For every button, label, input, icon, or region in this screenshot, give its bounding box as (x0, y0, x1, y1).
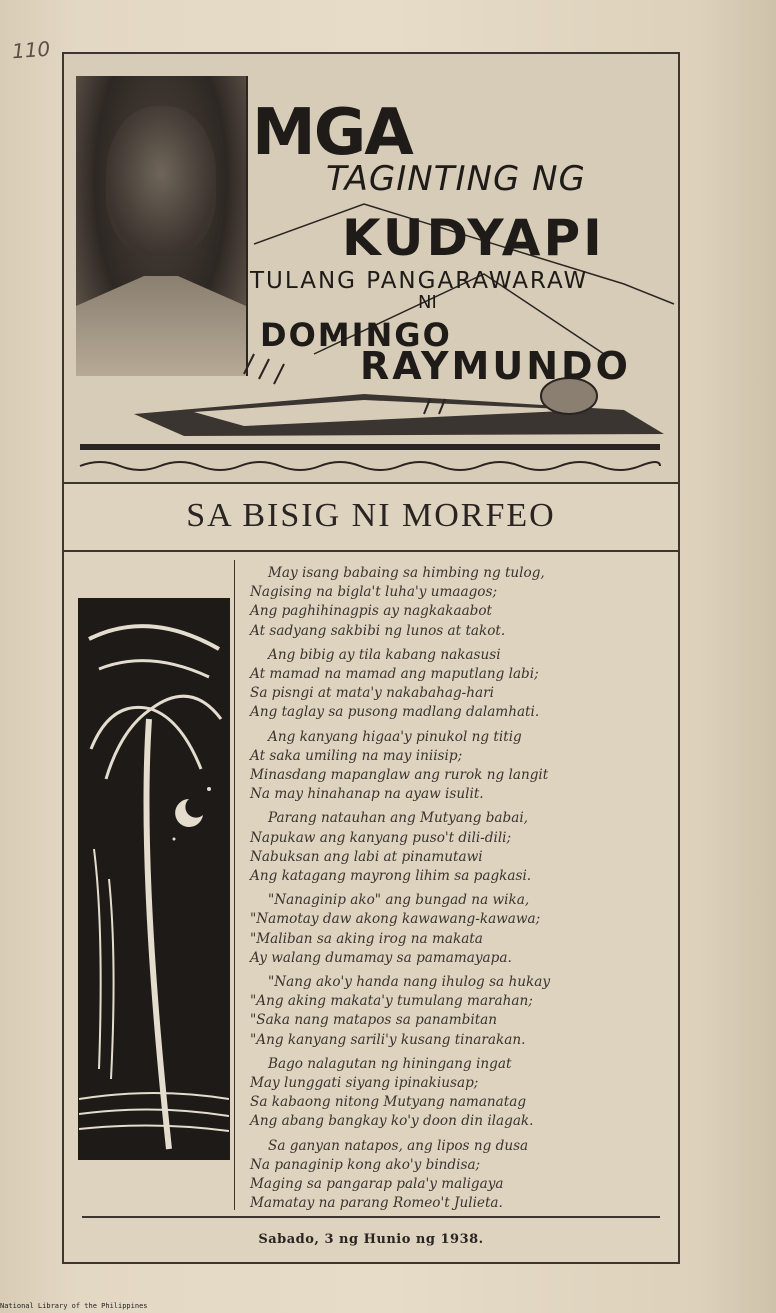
poem-line: Na may hinahanap na ayaw isulit. (250, 786, 484, 803)
stanza (250, 809, 670, 886)
heading-kudyapi: KUDYAPI (342, 209, 605, 267)
poem-line: Sa kabaong nitong Mutyang namanatag (250, 1094, 527, 1111)
poem-line: Minasdang mapanglaw ang rurok ng langit (250, 767, 549, 784)
poem-line: At sadyang sakbibi ng lunos at takot. (250, 622, 506, 639)
heading-mga: MGA (252, 96, 412, 170)
poem-line: "Ang aking makata'y tumulang marahan; (250, 993, 533, 1010)
poem-title: SA BISIG NI MORFEO (64, 482, 678, 552)
stanza (250, 728, 670, 805)
poem-line: Ang taglay sa pusong madlang dalamhati. (250, 704, 540, 721)
poem-line: Sa pisngi at mata'y nakabahag-hari (250, 685, 494, 702)
poem-line: "Ang kanyang sarili'y kusang tinarakan. (250, 1031, 526, 1048)
poem-line: Ang bibig ay tila kabang nakasusi (268, 646, 501, 663)
masthead (64, 54, 678, 484)
poem-line: "Nang ako'y handa nang ihulog sa hukay (268, 974, 551, 991)
stanza (250, 973, 670, 1050)
stanza (250, 564, 670, 641)
poem-line: At saka umiling na may iniisip; (250, 747, 463, 764)
palm-tree-illustration (78, 598, 230, 1160)
heading-tulang: TULANG PANGARAWARAW (250, 268, 589, 294)
poem-line: Ang paghihinagpis ay nagkakaabot (250, 603, 493, 620)
author-last-name: RAYMUNDO (360, 344, 631, 388)
poem-line: Na panaginip kong ako'y bindisa; (250, 1156, 481, 1173)
poem-section (64, 550, 678, 1216)
stanza (250, 891, 670, 968)
poem-line: Mamatay na parang Romeo't Julieta. (250, 1195, 503, 1212)
heading-ni: NI (418, 292, 437, 313)
poem-line: "Maliban sa aking irog na makata (250, 930, 483, 947)
poem-line: "Nanaginip ako" ang bungad na wika, (268, 892, 530, 909)
poem-line: Parang natauhan ang Mutyang babai, (268, 810, 529, 827)
poem-line: Nabuksan ang labi at pinamutawi (250, 848, 483, 865)
poem-line: Ang kanyang higaa'y pinukol ng titig (268, 728, 522, 745)
poem-line: Ay walang dumamay sa pamamayapa. (250, 949, 512, 966)
library-credit: National Library of the Philippines (0, 1302, 148, 1310)
poem-text (250, 564, 670, 1219)
publication-date: Sabado, 3 ng Hunio ng 1938. (82, 1216, 660, 1260)
poem-line: Ang katagang mayrong lihim sa pagkasi. (250, 868, 532, 885)
poem-line: "Namotay daw akong kawawang-kawawa; (250, 911, 541, 928)
column-divider (234, 560, 235, 1210)
poem-line: Bago nalagutan ng hiningang ingat (268, 1055, 512, 1072)
author-first-name: DOMINGO (260, 316, 452, 354)
page-number: 110 (11, 36, 51, 64)
poem-line: "Saka nang matapos sa panambitan (250, 1012, 498, 1029)
poem-line: Maging sa pangarap pala'y maligaya (250, 1176, 504, 1193)
woodcut-drawing (79, 599, 229, 1159)
poem-line: Napukaw ang kanyang puso't dili-dili; (250, 829, 512, 846)
newspaper-clipping (62, 52, 680, 1264)
poem-line: Sa ganyan natapos, ang lipos ng dusa (268, 1137, 529, 1154)
stanza (250, 1137, 670, 1214)
poem-line: At mamad na mamad ang maputlang labi; (250, 666, 539, 683)
stanza (250, 1055, 670, 1132)
stanza (250, 646, 670, 723)
poem-line: Ang abang bangkay ko'y doon din ilagak. (250, 1113, 534, 1130)
poem-line: May lunggati siyang ipinakiusap; (250, 1075, 479, 1092)
poem-line: Nagising na bigla't luha'y umaagos; (250, 584, 498, 601)
poem-line: May isang babaing sa himbing ng tulog, (268, 565, 545, 581)
heading-taginting: TAGINTING NG (326, 159, 586, 199)
